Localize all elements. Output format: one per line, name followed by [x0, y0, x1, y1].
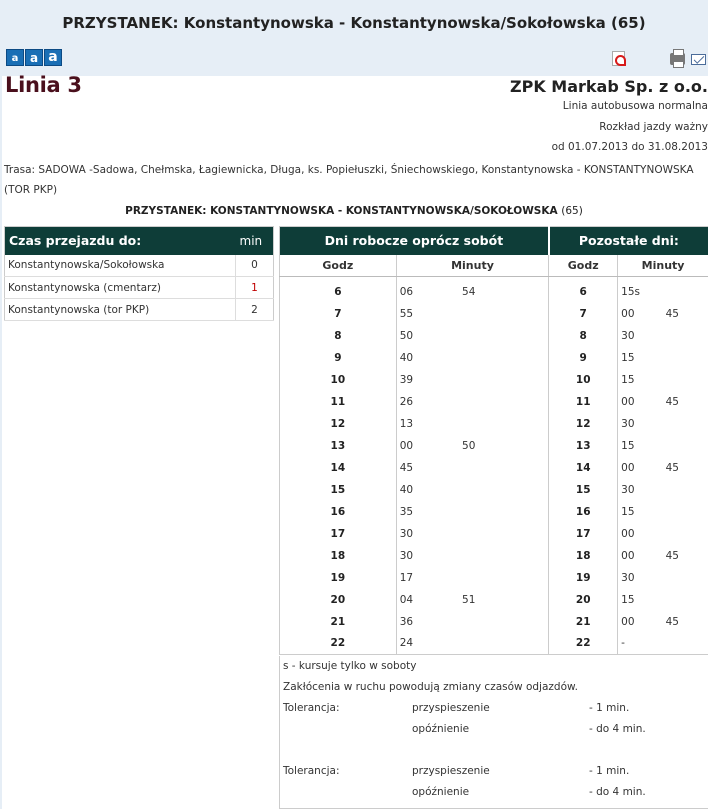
toolbar: [0, 46, 708, 76]
other-minute: [660, 479, 708, 501]
other-hour: 6: [549, 277, 618, 303]
weekday-minute: [456, 391, 549, 413]
weekday-minute: 35: [396, 501, 456, 523]
table-row: [280, 545, 708, 567]
table-row: [280, 611, 708, 633]
weekday-minute: [456, 633, 549, 655]
table-row: [280, 369, 708, 391]
table-row: [280, 633, 708, 655]
other-minute: 15s: [618, 277, 660, 303]
weekday-hour: 11: [330, 395, 346, 408]
other-minute: [660, 277, 708, 303]
weekday-minute: [456, 413, 549, 435]
other-minute: 45: [665, 307, 679, 320]
weekday-minute: 24: [396, 633, 456, 655]
weekday-hour: 6: [334, 285, 342, 298]
other-minute: 15: [618, 435, 660, 457]
weekday-hour: 17: [330, 527, 346, 540]
weekday-minute: [456, 369, 549, 391]
weekday-minute: 17: [396, 567, 456, 589]
other-minute: 00: [618, 545, 660, 567]
stop-number: (65): [561, 205, 583, 217]
left-border: [0, 76, 2, 809]
print-icon[interactable]: [670, 53, 685, 65]
weekday-hour: 12: [330, 417, 346, 430]
table-row: [280, 501, 708, 523]
other-hour: 18: [549, 545, 618, 567]
other-minute: 15: [618, 347, 660, 369]
other-minute: -: [618, 633, 660, 655]
other-minute: [660, 523, 708, 545]
table-row: [280, 347, 708, 369]
other-minute: [660, 589, 708, 611]
other-minute: [660, 567, 708, 589]
early-value: - 1 min.: [589, 765, 630, 777]
timetable-notes: [279, 656, 708, 809]
table-row: [280, 391, 708, 413]
font-size-controls: [6, 49, 62, 66]
early-label: przyspieszenie: [412, 765, 490, 777]
weekday-minute: [456, 479, 549, 501]
line-title: Linia 3: [5, 73, 82, 97]
timetable: [279, 226, 708, 655]
pdf-icon[interactable]: [612, 51, 625, 66]
weekday-hour: 9: [334, 351, 342, 364]
weekday-minute: [456, 347, 549, 369]
weekday-hour: 8: [334, 329, 342, 342]
weekday-hour: 19: [330, 571, 346, 584]
other-minute: 30: [618, 413, 660, 435]
weekday-minute: 50: [396, 325, 456, 347]
weekday-minute: [456, 567, 549, 589]
weekday-minute: 30: [396, 545, 456, 567]
valid-label: Rozkład jazdy ważny: [599, 121, 708, 133]
other-minute: [660, 501, 708, 523]
other-hour: 11: [549, 391, 618, 413]
weekday-minute: 30: [396, 523, 456, 545]
weekday-minutes-label: Minuty: [396, 255, 549, 277]
other-minute: [660, 633, 708, 655]
weekday-minute: 13: [396, 413, 456, 435]
weekday-minute: 06: [396, 277, 456, 303]
other-minutes-label: Minuty: [618, 255, 708, 277]
weekday-minute: [456, 303, 549, 325]
other-hour: 20: [549, 589, 618, 611]
route-description: Trasa: SADOWA -Sadowa, Chełmska, Łagiewnicka, Długa, ks. Popiełuszki, Śniechowskiego, Konstantynowska - KONSTANTYNOWSKA (TOR PKP): [4, 164, 694, 196]
weekday-hour: 13: [330, 439, 346, 452]
other-hour: 9: [549, 347, 618, 369]
travel-stop-name: Konstantynowska (tor PKP): [5, 299, 236, 321]
other-hour: 12: [549, 413, 618, 435]
weekday-hour: 10: [330, 373, 346, 386]
other-minute: 00: [618, 391, 660, 413]
table-row: [280, 413, 708, 435]
other-minute: 45: [665, 461, 679, 474]
tolerance-label: Tolerancja:: [283, 702, 340, 714]
weekday-minute: 04: [396, 589, 456, 611]
tolerance-label: Tolerancja:: [283, 765, 340, 777]
other-hour: 15: [549, 479, 618, 501]
other-minute: [660, 347, 708, 369]
weekday-hour: 15: [330, 483, 346, 496]
table-row: [280, 303, 708, 325]
weekday-minute: [456, 325, 549, 347]
other-minute: 45: [665, 549, 679, 562]
page-title: PRZYSTANEK: Konstantynowska - Konstantynowska/Sokołowska (65): [62, 14, 646, 32]
weekday-minute: [456, 545, 549, 567]
other-minute: [660, 413, 708, 435]
valid-range: od 01.07.2013 do 31.08.2013: [551, 141, 708, 153]
travel-minutes: 2: [236, 299, 274, 321]
disruption-note: Zakłócenia w ruchu powodują zmiany czasów odjazdów.: [283, 681, 578, 693]
table-row: [5, 255, 274, 277]
table-row: [280, 457, 708, 479]
late-value: - do 4 min.: [589, 786, 646, 798]
weekday-hour: 7: [334, 307, 342, 320]
weekday-minute: [456, 523, 549, 545]
weekday-minute: 36: [396, 611, 456, 633]
other-hour: 14: [549, 457, 618, 479]
other-hour: 10: [549, 369, 618, 391]
weekday-hour: 22: [330, 637, 346, 650]
weekday-hour-label: Godz: [280, 255, 397, 277]
saturday-note: s - kursuje tylko w soboty: [283, 660, 417, 672]
company-name: ZPK Markab Sp. z o.o.: [509, 77, 708, 96]
travel-stop-name: Konstantynowska (cmentarz): [5, 277, 236, 299]
weekday-minute: 54: [462, 285, 476, 298]
other-hour: 21: [549, 611, 618, 633]
weekday-minute: 45: [396, 457, 456, 479]
other-hour: 7: [549, 303, 618, 325]
other-hour: 17: [549, 523, 618, 545]
other-minute: 45: [665, 395, 679, 408]
other-hour: 19: [549, 567, 618, 589]
page-header: [0, 0, 708, 46]
font-size-small-button[interactable]: a: [6, 49, 24, 66]
stop-name: PRZYSTANEK: KONSTANTYNOWSKA - KONSTANTYNOWSKA/SOKOŁOWSKA: [125, 205, 558, 217]
other-minute: 00: [618, 303, 660, 325]
other-minute: 00: [618, 523, 660, 545]
other-minute: 15: [618, 589, 660, 611]
table-row: [280, 325, 708, 347]
stop-heading: [0, 205, 708, 217]
mail-icon[interactable]: [691, 54, 706, 65]
other-hour: 13: [549, 435, 618, 457]
weekday-minute: 39: [396, 369, 456, 391]
table-row: [5, 277, 274, 299]
min-header: min: [236, 227, 274, 255]
weekday-minute: [456, 611, 549, 633]
font-size-medium-button[interactable]: a: [25, 49, 43, 66]
weekday-minute: [456, 457, 549, 479]
weekday-minute: [456, 501, 549, 523]
other-minute: 00: [618, 457, 660, 479]
table-row: [280, 435, 708, 457]
other-minute: [660, 435, 708, 457]
travel-minutes: 0: [236, 255, 274, 277]
other-minute: 30: [618, 567, 660, 589]
weekday-header: Dni robocze oprócz sobót: [280, 227, 549, 255]
other-minute: 15: [618, 369, 660, 391]
travel-minutes: 1: [236, 277, 274, 299]
late-label: opóźnienie: [412, 723, 470, 735]
table-row: [280, 479, 708, 501]
weekday-minute: 50: [462, 439, 476, 452]
travel-time-table: [4, 226, 274, 321]
travel-stop-name: Konstantynowska/Sokołowska: [5, 255, 236, 277]
other-minute: 45: [665, 615, 679, 628]
line-type: Linia autobusowa normalna: [562, 100, 708, 112]
table-row: [5, 299, 274, 321]
weekday-minute: 55: [396, 303, 456, 325]
late-label: opóźnienie: [412, 786, 470, 798]
weekday-minute: 40: [396, 347, 456, 369]
travel-time-header: Czas przejazdu do:: [5, 227, 236, 255]
weekday-minute: 40: [396, 479, 456, 501]
early-label: przyspieszenie: [412, 702, 490, 714]
other-hour: 8: [549, 325, 618, 347]
table-row: [280, 567, 708, 589]
other-minute: [660, 325, 708, 347]
weekday-minute: 26: [396, 391, 456, 413]
other-minute: 15: [618, 501, 660, 523]
other-days-header: Pozostałe dni:: [549, 227, 708, 255]
weekday-hour: 14: [330, 461, 346, 474]
other-minute: 00: [618, 611, 660, 633]
other-hour: 16: [549, 501, 618, 523]
other-minute: 30: [618, 479, 660, 501]
weekday-hour: 18: [330, 549, 346, 562]
weekday-minute: 51: [462, 593, 476, 606]
other-minute: [660, 369, 708, 391]
other-hour: 22: [549, 633, 618, 655]
weekday-hour: 21: [330, 615, 346, 628]
weekday-hour: 20: [330, 593, 346, 606]
early-value: - 1 min.: [589, 702, 630, 714]
table-row: [280, 523, 708, 545]
table-row: [280, 277, 708, 303]
table-row: [280, 589, 708, 611]
weekday-hour: 16: [330, 505, 346, 518]
other-hour-label: Godz: [549, 255, 618, 277]
other-minute: 30: [618, 325, 660, 347]
weekday-minute: 00: [396, 435, 456, 457]
late-value: - do 4 min.: [589, 723, 646, 735]
font-size-large-button[interactable]: a: [44, 49, 62, 66]
